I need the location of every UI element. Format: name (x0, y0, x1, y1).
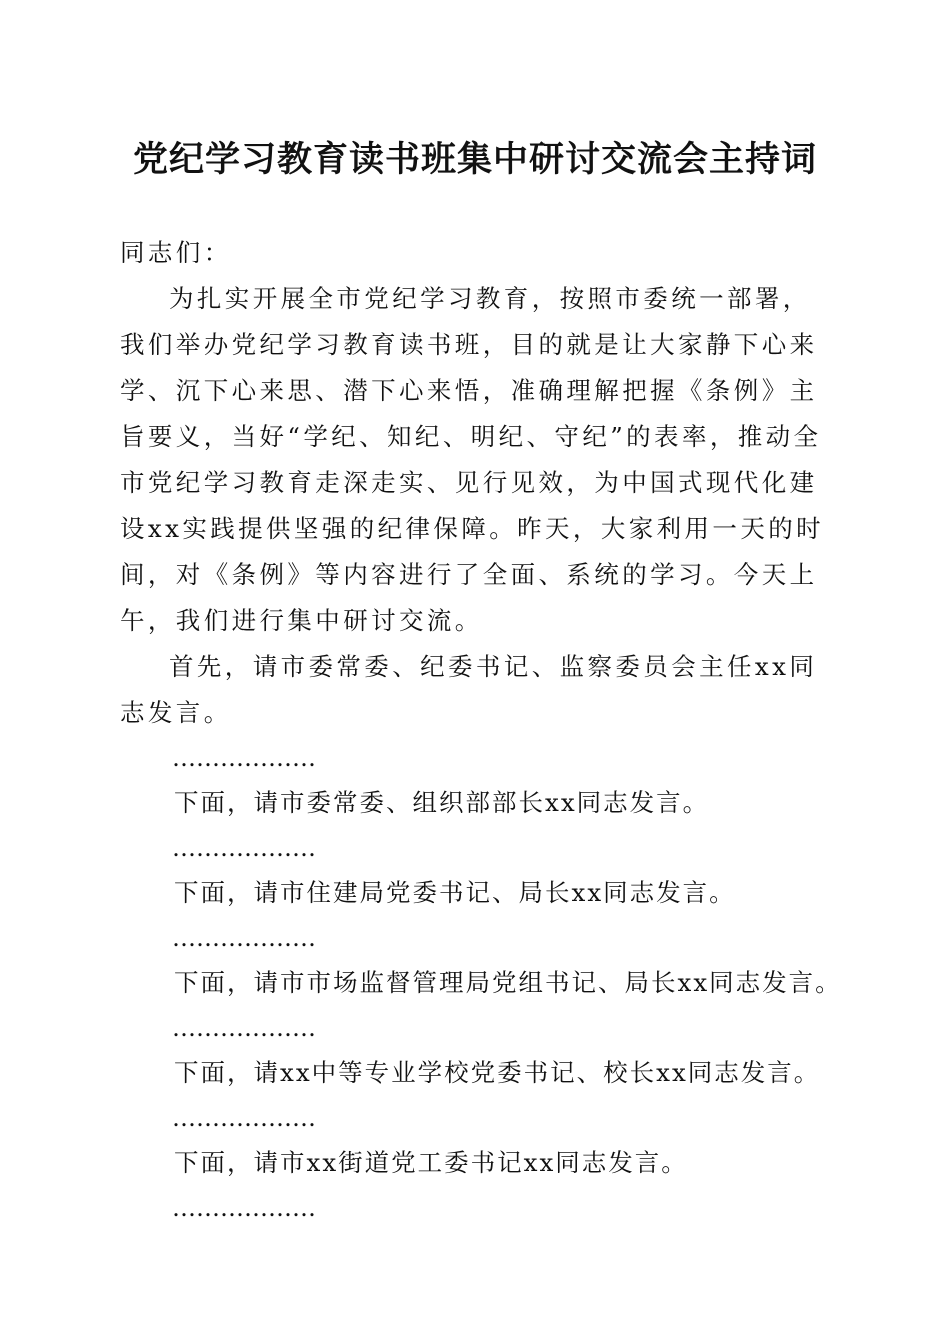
ellipsis-line: ……………… (172, 1014, 316, 1042)
first-speaker-paragraph: 首先，请市委常委、纪委书记、监察委员会主任xx同志发言。 (120, 652, 818, 727)
speaker-line: 下面，请xx中等专业学校党委书记、校长xx同志发言。 (174, 1058, 821, 1087)
document-body (120, 230, 842, 1230)
salutation: 同志们： (120, 238, 232, 267)
ellipsis-line: ……………… (172, 924, 316, 952)
ellipsis-line: ……………… (172, 1104, 316, 1132)
ellipsis-line: ……………… (172, 744, 316, 772)
document-title: 党纪学习教育读书班集中研讨交流会主持词 (132, 139, 817, 180)
ellipsis-line: ……………… (172, 834, 316, 862)
speaker-line: 下面，请市xx街道党工委书记xx同志发言。 (174, 1148, 688, 1177)
speaker-line: 下面，请市住建局党委书记、局长xx同志发言。 (174, 878, 736, 907)
speaker-line: 下面，请市市场监督管理局党组书记、局长xx同志发言。 (174, 968, 842, 997)
intro-paragraph: 为扎实开展全市党纪学习教育，按照市委统一部署，我们举办党纪学习教育读书班，目的就是让大家静下心来学、沉下心来思、潜下心来悟，准确理解把握《条例》主旨要义，当好“学纪、知纪、明纪、守纪”的表率，推动全市党纪学习教育走深走实、见行见效，为中国式现代化建设xx实践提供坚强的纪律保障。昨天，大家利用一天的时间，对《条例》等内容进行了全面、系统的学习。今天上午，我们进行集中研讨交流。 (120, 284, 825, 635)
speaker-line: 下面，请市委常委、组织部部长xx同志发言。 (174, 788, 710, 817)
ellipsis-line: ……………… (172, 1194, 316, 1222)
